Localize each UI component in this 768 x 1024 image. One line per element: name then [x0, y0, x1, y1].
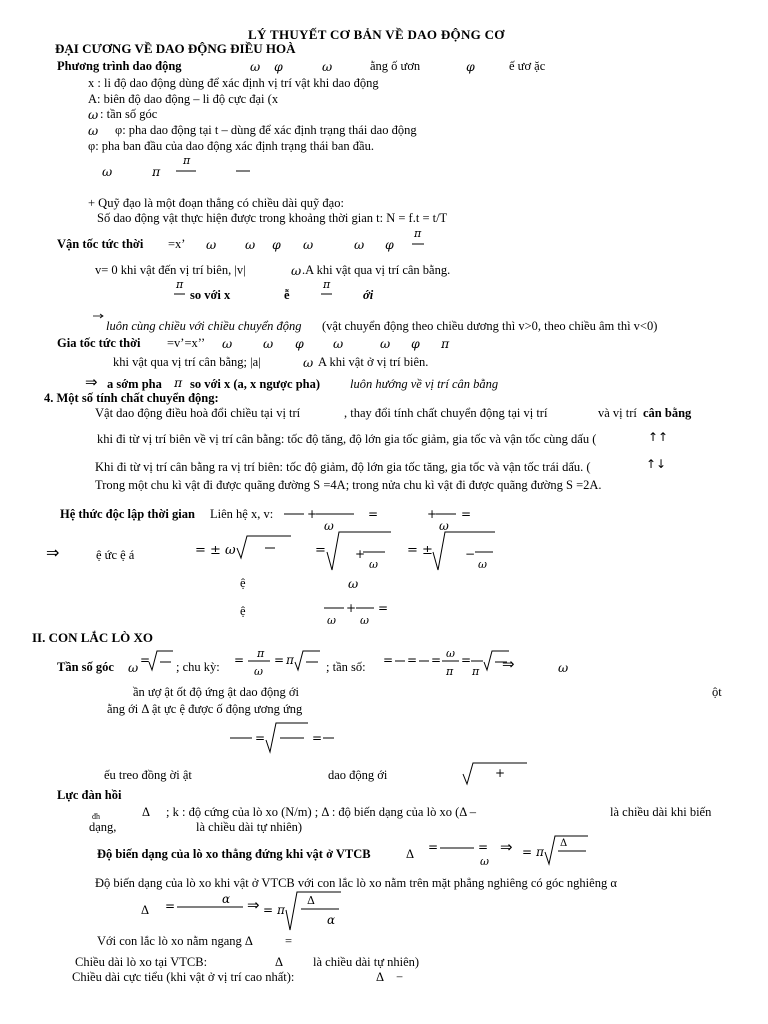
pi-symbol: π [176, 278, 184, 291]
implies-arrow-icon: ⇒ [502, 655, 515, 673]
omega-symbol: ω [348, 576, 359, 591]
equation-heading: Phương trình dao động [57, 59, 182, 73]
page-title: LÝ THUYẾT CƠ BẢN VỀ DAO ĐỘNG CƠ [248, 27, 505, 42]
independent-e-1: ệ [240, 576, 246, 590]
phi-symbol: φ [411, 336, 420, 351]
svg-text:=: = [140, 653, 151, 667]
implies-arrow-icon: ⇒ [85, 373, 98, 391]
svg-text:ω: ω [369, 558, 378, 571]
velocity-max-line: .A khi vật qua vị trí cân bằng. [302, 263, 451, 277]
svg-text:=: = [378, 601, 389, 615]
fraction-bar [412, 243, 432, 245]
minimum-length-line: Chiều dài cực tiểu (khi vật ở vị trí cao nhất): [72, 970, 295, 984]
garbled-line-3: ếu treo đồng ời ật [104, 768, 192, 782]
svg-text:+: + [307, 507, 318, 521]
x-definition: x : li độ dao động dùng để xác định vị trí vật khi dao động [88, 76, 379, 90]
acceleration-phase: a sớm pha [107, 377, 162, 391]
incline-deformation-line: Độ biến dạng của lò xo khi vật ở VTCB với con lắc lò xo nằm trên mặt phẳng nghiêng có góc nghiêng α [95, 876, 617, 890]
acceleration-heading: Gia tốc tức thời [57, 336, 141, 350]
svg-text:ω: ω [480, 855, 489, 868]
pi-symbol: π [414, 227, 422, 240]
svg-text:π: π [277, 903, 285, 917]
svg-text:+: + [355, 547, 366, 561]
section-heading-2: II. CON LẮC LÒ XO [32, 630, 153, 645]
velocity-direction-tail: (vật chuyển động theo chiều dương thì v>0, theo chiều âm thì v<0) [322, 319, 658, 333]
svg-text:π: π [286, 653, 294, 667]
section-heading-4: 4. Một số tính chất chuyển động: [44, 391, 219, 405]
delta-symbol: Δ [275, 955, 284, 969]
svg-text:=: = [234, 653, 245, 667]
svg-text:⇒: ⇒ [500, 838, 513, 856]
svg-text:=: = [312, 731, 323, 745]
property-line-1: Vật dao động điều hoà đổi chiều tại vị trí [95, 406, 301, 420]
sqrt-sum-formula [463, 762, 533, 788]
svg-text:+: + [495, 766, 506, 780]
length-at-equilibrium-tail: là chiều dài tự nhiên) [313, 955, 420, 969]
svg-text:=: = [461, 507, 472, 521]
svg-text:=: = [165, 899, 176, 913]
elastic-force-line-tail: là chiều dài khi biến [610, 805, 712, 819]
omega-symbol: ω [263, 336, 274, 351]
omega-symbol: ω [102, 164, 113, 179]
omega-symbol: ω [380, 336, 391, 351]
svg-text:=: = [431, 653, 442, 667]
velocity-phase-mid: ễ [284, 288, 290, 302]
svg-text:=: = [478, 840, 489, 854]
equation-heading-tail: ằng ố ươn [370, 59, 421, 73]
svg-text:π: π [257, 647, 265, 660]
equals-sign: = [285, 934, 293, 948]
acceleration-relation-formula [324, 600, 404, 630]
sqrt-formula [140, 650, 180, 680]
independent-e-2: ệ [240, 604, 246, 618]
omega-symbol: ω [333, 336, 344, 351]
acceleration-line: khi vật qua vị trí cân bằng; |a| [113, 355, 261, 369]
property-line-1-tail: và vị trí [598, 406, 637, 420]
delta-symbol: Δ [142, 805, 151, 819]
svg-text:α: α [222, 892, 231, 906]
svg-text:+: + [427, 507, 438, 521]
force-subscript: đh [92, 812, 100, 821]
omega-symbol: ω [354, 237, 365, 252]
elastic-force-line-2: dạng, [89, 820, 117, 834]
velocity-zero-line: v= 0 khi vật đến vị trí biên, |v| [95, 263, 246, 277]
vertical-deformation-heading: Độ biến dạng của lò xo thẳng đứng khi vật ở VTCB [97, 847, 371, 861]
svg-text:=: = [263, 903, 274, 917]
acceleration-direction: luôn hướng về vị trí cân bằng [350, 377, 499, 391]
period-label: ; chu kỳ: [176, 660, 220, 674]
svg-text:=: = [368, 507, 379, 521]
svg-text:ω: ω [439, 519, 449, 533]
pi-symbol: π [441, 336, 450, 351]
property-line-1-mid: , thay đổi tính chất chuyển động tại vị trí [344, 406, 548, 420]
delta-symbol: Δ [406, 847, 415, 861]
path-length-line: + Quỹ đạo là một đoạn thẳng có chiều dài quỹ đạo: [88, 196, 344, 210]
svg-text:π: π [536, 845, 544, 859]
svg-text:+: + [346, 601, 357, 615]
svg-text:= ±: = ± [195, 543, 221, 558]
fraction-bar [176, 170, 206, 172]
vertical-deformation-formula [428, 834, 598, 874]
property-line-2: khi đi từ vị trí biên về vị trí cân bằng: tốc độ tăng, độ lớn gia tốc giảm, gia tốc và vận tốc cùng dấu ( [97, 432, 597, 446]
svg-text:α: α [327, 913, 336, 927]
pi-symbol: π [183, 154, 191, 167]
incline-deformation-formula [165, 890, 375, 936]
svg-text:=: = [383, 653, 394, 667]
svg-text:π: π [446, 665, 454, 678]
svg-text:Δ: Δ [307, 894, 315, 907]
svg-text:=: = [315, 543, 326, 558]
garbled-line-3-mid: dao động ới [328, 768, 388, 782]
velocity-phase: so với x [190, 288, 231, 302]
pi-symbol: π [152, 164, 161, 179]
equation-heading-tail-2: ế ươ ặc [509, 59, 546, 73]
phi-symbol: φ [272, 237, 281, 252]
implies-arrow-icon: ⇒ [46, 543, 60, 562]
svg-text:= ±: = ± [407, 543, 433, 558]
omega-symbol: ω [222, 336, 233, 351]
frequency-label: ; tần số: [326, 660, 366, 674]
section-heading-1: ĐẠI CƯƠNG VỀ DAO ĐỘNG ĐIỀU HOÀ [55, 41, 296, 56]
omega-symbol: ω [245, 237, 256, 252]
angular-frequency-heading: Tần số góc [57, 660, 114, 674]
fraction-bar [321, 293, 341, 295]
svg-text:=: = [522, 845, 533, 859]
phi-symbol: φ [466, 59, 475, 74]
omega-symbol: ω [250, 59, 261, 74]
amplitude-definition: A: biên độ dao động – li độ cực đại (x [88, 92, 279, 106]
omega-symbol: ω [88, 107, 99, 122]
elastic-force-line-2-tail: là chiều dài tự nhiên) [196, 820, 303, 834]
velocity-amplitude-formulas [195, 530, 515, 580]
omega-definition: : tần số góc [100, 107, 158, 121]
svg-text:=: = [428, 840, 439, 854]
independent-relation-tail: Liên hệ x, v: [210, 507, 274, 521]
omega-symbol: ω [291, 263, 302, 278]
length-at-equilibrium: Chiều dài lò xo tại VTCB: [75, 955, 208, 969]
delta-symbol: Δ [141, 903, 150, 917]
fraction-bar [236, 170, 266, 172]
garbled-line-2: ằng ới Δ ật ực ệ được ố động ương ứng [107, 702, 303, 716]
omega-symbol: ω [558, 660, 569, 675]
phi-symbol: φ [385, 237, 394, 252]
omega-symbol: ω [322, 59, 333, 74]
independent-relation-heading: Hệ thức độc lập thời gian [60, 507, 195, 521]
property-line-1-bold: cân bằng [643, 406, 692, 420]
pi-symbol: π [323, 278, 331, 291]
property-line-4: Trong một chu kì vật đi được quãng đường S =4A; trong nửa chu kì vật đi được quãng đường S =2A. [95, 478, 602, 492]
phi-symbol: φ [274, 59, 283, 74]
svg-text:ω: ω [324, 519, 334, 533]
phi-symbol: φ [295, 336, 304, 351]
svg-text:=: = [274, 653, 285, 667]
svg-text:ω: ω [327, 614, 336, 627]
elastic-force-line: ; k : độ cứng của lò xo (N/m) ; Δ : độ biến dạng của lò xo (Δ – [166, 805, 476, 819]
velocity-direction: luôn cùng chiều với chiều chuyển động [106, 319, 302, 333]
velocity-equation: =x’ [168, 237, 186, 251]
vector-arrow-icon [93, 313, 107, 319]
acceleration-phase-tail: so với x (a, x ngược pha) [190, 377, 321, 391]
svg-text:Δ: Δ [560, 838, 568, 849]
svg-text:=: = [461, 653, 472, 667]
pi-symbol: π [174, 375, 183, 390]
omega-symbol: ω [303, 237, 314, 252]
svg-text:=: = [407, 653, 418, 667]
property-line-3: Khi đi từ vị trí cân bằng ra vị trí biên: tốc độ giảm, độ lớn gia tốc tăng, gia tốc và vận tốc trái dấu. ( [95, 460, 591, 474]
velocity-heading: Vận tốc tức thời [57, 237, 144, 251]
phase-definition: φ: pha dao động tại t – dùng để xác định trạng thái dao động [115, 123, 417, 137]
svg-text:⇒: ⇒ [247, 896, 260, 914]
delta-symbol: Δ [376, 970, 385, 984]
svg-text:ω: ω [360, 614, 369, 627]
mass-period-formula [228, 722, 348, 756]
svg-text:ω: ω [478, 558, 487, 571]
initial-phase-definition: φ: pha ban đầu của dao động xác định trạng thái ban đầu. [88, 139, 374, 153]
acceleration-equation: =v’=x’’ [167, 336, 206, 350]
svg-text:ω: ω [254, 665, 263, 678]
svg-text:ω: ω [446, 647, 455, 660]
svg-text:=: = [255, 731, 266, 745]
omega-symbol: ω [206, 237, 217, 252]
oscillation-count-line: Số dao động vật thực hiện được trong khoảng thời gian t: N = f.t = t/T [97, 211, 448, 225]
svg-text:π: π [472, 665, 480, 678]
svg-text:−: − [465, 547, 476, 561]
opposite-direction-arrows-icon: ↑↓ [646, 457, 667, 471]
acceleration-max-line: A khi vật ở vị trí biên. [318, 355, 429, 369]
horizontal-spring-line: Với con lắc lò xo nằm ngang Δ [97, 934, 253, 948]
velocity-phase-tail: ới [363, 288, 374, 302]
elastic-force-heading: Lực đàn hồi [57, 788, 122, 802]
garbled-line-1: ần ượ ật ốt độ ứng ật dao động ới [133, 685, 299, 699]
svg-text:ω: ω [225, 543, 236, 558]
omega-symbol: ω [303, 355, 314, 370]
omega-symbol: ω [128, 660, 139, 675]
minus-sign: − [396, 970, 404, 984]
garbled-line-1-end: ột [712, 685, 722, 699]
same-direction-arrows-icon: ↑↑ [648, 430, 669, 444]
independent-relation-garbled: ệ ức ệ á [96, 548, 135, 562]
omega-symbol: ω [88, 123, 99, 138]
